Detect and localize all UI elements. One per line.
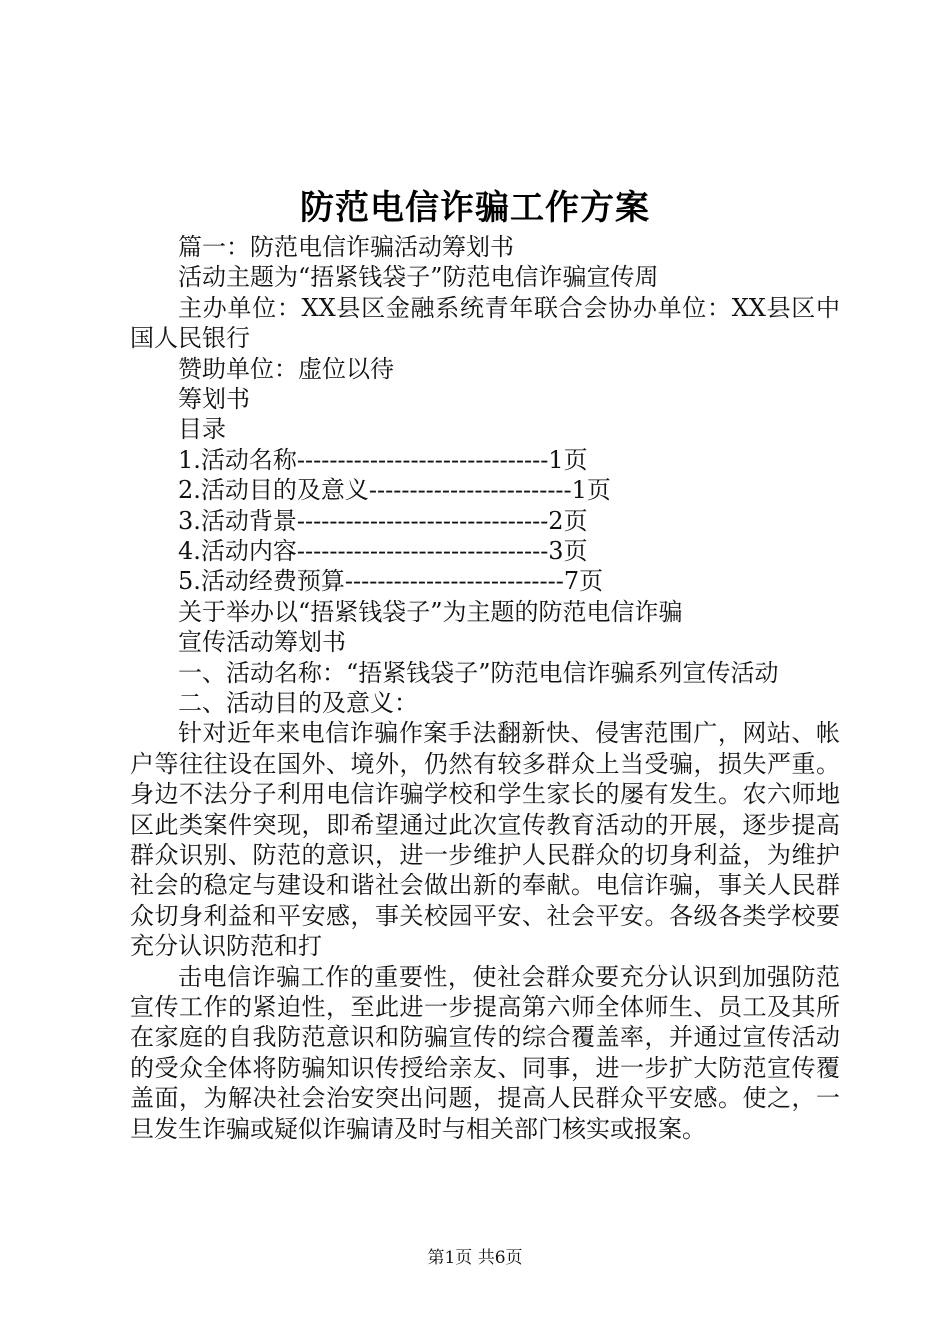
toc-entry-page: 2页	[548, 506, 588, 535]
theme-line: 活动主题为“捂紧钱袋子”防范电信诈骗宣传周	[178, 263, 659, 292]
toc-entry-page: 1页	[571, 476, 611, 505]
section-heading: 一、活动名称：“捂紧钱袋子”防范电信诈骗系列宣传活动	[178, 658, 779, 687]
toc-entry	[130, 536, 730, 566]
plan-label: 筹划书	[178, 384, 250, 413]
toc-entry-page: 3页	[548, 536, 588, 565]
sponsor-line: 赞助单位：虚位以待	[178, 354, 394, 383]
toc-entry-leader: -------------------------------	[296, 445, 549, 474]
toc-entry-label: 4.活动内容	[178, 536, 297, 565]
toc-entry-leader: -------------------------------	[296, 536, 549, 565]
toc-entry	[130, 475, 730, 505]
subtitle-line: 关于举办以“捂紧钱袋子”为主题的防范电信诈骗	[178, 597, 683, 626]
toc-entry-label: 2.活动目的及意义	[178, 476, 369, 505]
header-line: 篇一：防范电信诈骗活动筹划书	[178, 233, 514, 261]
body-paragraph: 击电信诈骗工作的重要性，使社会群众要充分认识到加强防范宣传工作的紧迫性，至此进一步提高第六师全体师生、员工及其所在家庭的自我防范意识和防骗宣传的综合覆盖率，并通过宣传活动的受众全体将防骗知识传授给亲友、同事，进一步扩大防范宣传覆盖面，为解决社会治安突出问题，提高人民群众平安感。使之，一旦发生诈骗或疑似诈骗请及时与相关部门核实或报案。	[130, 962, 840, 1143]
toc-entry-label: 5.活动经费预算	[178, 567, 345, 596]
toc-entry-page: 7页	[563, 567, 604, 596]
toc-entry-label: 3.活动背景	[178, 506, 297, 535]
toc-entry-page: 1页	[548, 445, 588, 474]
toc-heading: 目录	[178, 415, 226, 444]
toc-entry	[130, 566, 730, 596]
body-paragraph: 针对近年来电信诈骗作案手法翻新快、侵害范围广，网站、帐户等往往设在国外、境外，仍然有较多群众上当受骗，损失严重。身边不法分子利用电信诈骗学校和学生家长的屡有发生。农六师地区此类案件突现，即希望通过此次宣传教育活动的开展，逐步提高群众识别、防范的意识，进一步维护人民群众的切身利益，为维护社会的稳定与建设和谐社会做出新的奉献。电信诈骗，事关人民群众切身利益和平安感，事关校园平安、社会平安。各级各类学校要充分认识防范和打	[130, 719, 840, 961]
toc-entry-label: 1.活动名称	[178, 445, 297, 474]
organizer-line: 主办单位：XX县区金融系统青年联合会协办单位：XX县区中国人民银行	[130, 293, 840, 353]
toc-entry-leader: -------------------------------	[296, 506, 549, 535]
toc-entry	[130, 506, 730, 536]
toc-entry-leader: ---------------------------	[344, 567, 564, 596]
toc-entry-leader: -------------------------	[368, 476, 572, 505]
page-footer: 第1页 共6页	[427, 1248, 523, 1268]
subtitle-line: 宣传活动筹划书	[178, 628, 346, 657]
section-heading: 二、活动目的及意义：	[178, 688, 418, 717]
toc-entry	[130, 445, 730, 475]
document-body	[130, 232, 840, 1144]
document-title: 防范电信诈骗工作方案	[300, 188, 650, 228]
